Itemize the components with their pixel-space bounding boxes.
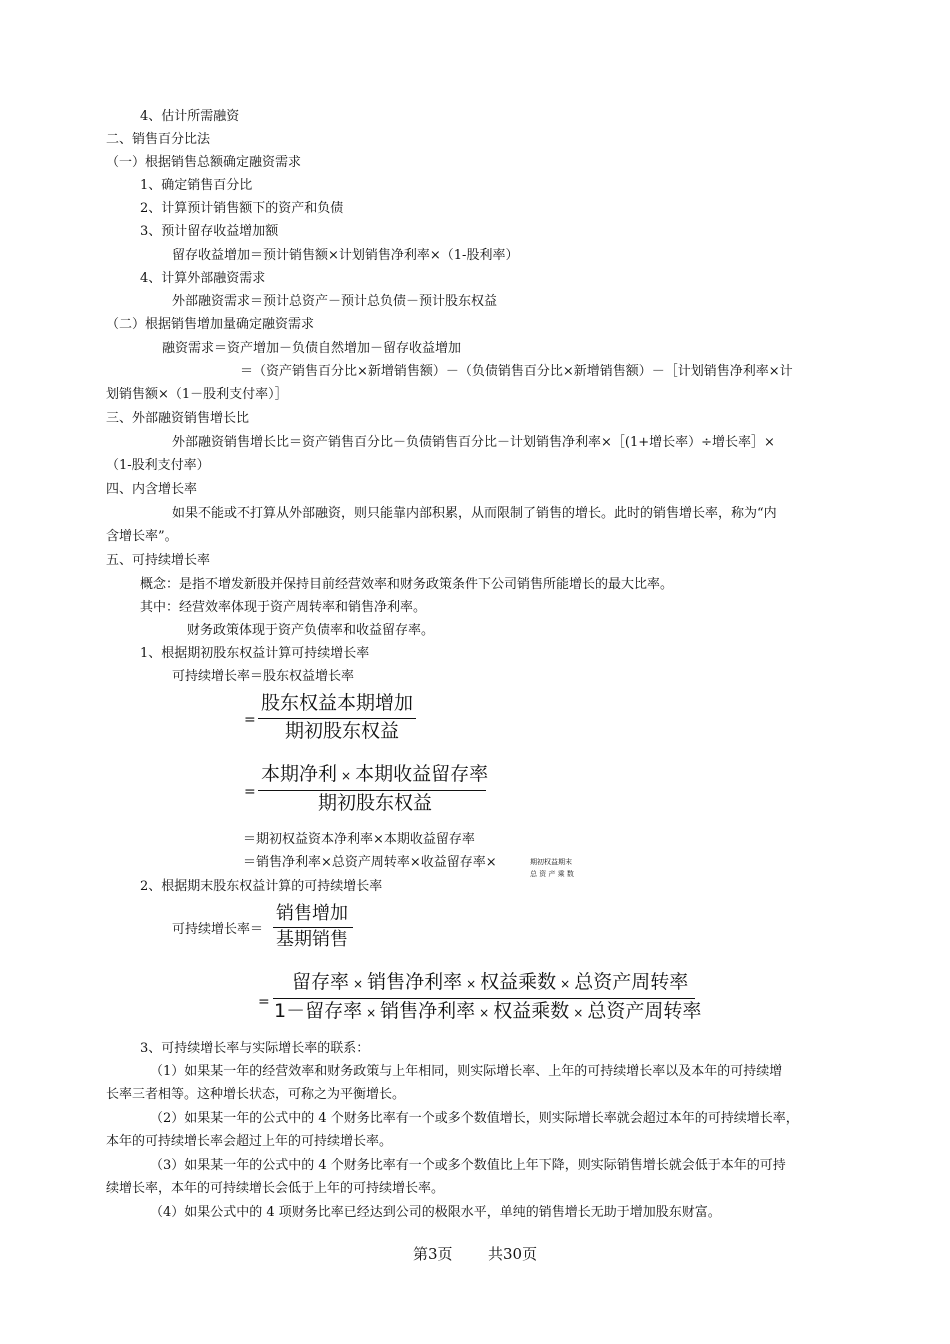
formula-financing-expanded-cont: 划销售额×（1－股利支付率）］: [106, 387, 288, 402]
item-determine-percentage: 1、确定销售百分比: [140, 178, 253, 193]
item-estimate-financing: 4、估计所需融资: [140, 109, 240, 124]
paragraph-2-line1: （2）如果某一年的公式中的 4 个财务比率有一个或多个数值增长，则实际增长率就会超过本年的可持续增长率，: [150, 1111, 799, 1126]
heading-sustainable-growth: 五、可持续增长率: [106, 553, 211, 568]
fraction2-denominator: 期初股东权益: [318, 792, 433, 814]
small-label-bottom: 总 资 产 乘 数: [530, 870, 574, 878]
fraction2-numerator: 本期净利 × 本期收益留存率: [261, 763, 489, 785]
item-ending-equity: 2、根据期末股东权益计算的可持续增长率: [140, 879, 383, 894]
fraction4-denominator: 基期销售: [276, 929, 348, 950]
paragraph-4: （4）如果公式中的 4 项财务比率已经达到公司的极限水平，单纯的销售增长无助于增加股东财富。: [150, 1205, 721, 1220]
paragraph-3-line2: 续增长率，本年的可持续增长会低于上年的可持续增长率。: [106, 1181, 445, 1196]
fraction1-equals: =: [244, 712, 256, 728]
heading-sales-percentage: 二、销售百分比法: [106, 132, 211, 147]
heading-internal-growth: 四、内含增长率: [106, 482, 198, 497]
formula-external-financing: 外部融资需求＝预计总资产－预计总负债－预计股东权益: [172, 294, 498, 309]
fraction5-denominator: 1－留存率 × 销售净利率 × 权益乘数 × 总资产周转率: [274, 1000, 702, 1022]
formula-financing-need: 融资需求＝资产增加－负债自然增加－留存收益增加: [162, 341, 462, 356]
heading-external-growth-ratio: 三、外部融资销售增长比: [106, 411, 250, 426]
item-beginning-equity: 1、根据期初股东权益计算可持续增长率: [140, 646, 370, 661]
definition-concept: 概念：是指不增发新股并保持目前经营效率和财务政策条件下公司销售所能增长的最大比率。: [140, 577, 674, 592]
fraction2-bar: [258, 790, 486, 791]
subheading-sales-increase: （二）根据销售增加量确定融资需求: [106, 317, 315, 332]
fraction4-bar: [273, 927, 353, 928]
formula-retained-earnings: 留存收益增加＝预计销售额×计划销售净利率×（1-股利率）: [172, 248, 519, 263]
fraction2-equals: =: [244, 784, 256, 800]
item-assets-liabilities: 2、计算预计销售额下的资产和负债: [140, 201, 344, 216]
fraction5-numerator: 留存率 × 销售净利率 × 权益乘数 × 总资产周转率: [292, 971, 689, 993]
definition-operating-efficiency: 其中：经营效率体现于资产周转率和销售净利率。: [140, 600, 427, 615]
definition-financial-policy: 财务政策体现于资产负债率和收益留存率。: [187, 623, 435, 638]
fraction5-equals: =: [258, 994, 270, 1010]
paragraph-internal-growth: 如果不能或不打算从外部融资，则只能靠内部积累，从而限制了销售的增长。此时的销售增长率，称为“内: [172, 506, 777, 521]
page-total: 共30页: [488, 1245, 538, 1263]
formula-sgr-label: 可持续增长率＝: [172, 922, 264, 937]
paragraph-internal-growth-cont: 含增长率”。: [106, 529, 178, 544]
formula-roe-retention: ＝期初权益资本净利率×本期收益留存率: [243, 832, 475, 847]
formula-sgr-equity-growth: 可持续增长率＝股东权益增长率: [172, 669, 355, 684]
fraction5-bar: [273, 998, 695, 999]
fraction1-numerator: 股东权益本期增加: [261, 692, 414, 714]
fraction4-numerator: 销售增加: [276, 903, 348, 924]
paragraph-1-line1: （1）如果某一年的经营效率和财务政策与上年相同，则实际增长率、上年的可持续增长率以及本年的可持续增: [150, 1064, 783, 1079]
fraction1-denominator: 期初股东权益: [285, 720, 400, 742]
subheading-total-sales: （一）根据销售总额确定融资需求: [106, 155, 302, 170]
formula-financing-expanded: ＝（资产销售百分比×新增销售额）－（负债销售百分比×新增销售额）－［计划销售净利率×计: [240, 364, 793, 379]
formula-external-growth-ratio: 外部融资销售增长比＝资产销售百分比－负债销售百分比－计划销售净利率×［(1+增长率）÷增长率］×: [172, 435, 775, 450]
formula-four-ratios: ＝销售净利率×总资产周转率×收益留存率×: [243, 855, 497, 870]
paragraph-3-line1: （3）如果某一年的公式中的 4 个财务比率有一个或多个数值比上年下降，则实际销售增长就会低于本年的可持: [150, 1158, 786, 1173]
page-number: 第3页: [413, 1245, 453, 1263]
item-external-financing: 4、计算外部融资需求: [140, 271, 266, 286]
fraction1-bar: [258, 718, 416, 719]
formula-external-growth-ratio-cont: （1-股利支付率）: [106, 458, 210, 473]
paragraph-2-line2: 本年的可持续增长率会超过上年的可持续增长率。: [106, 1134, 393, 1149]
item-retained-earnings: 3、预计留存收益增加额: [140, 224, 279, 239]
small-label-top: 期初权益期末: [530, 858, 572, 866]
item-relationship: 3、可持续增长率与实际增长率的联系：: [140, 1041, 370, 1056]
paragraph-1-line2: 长率三者相等。这种增长状态，可称之为平衡增长。: [106, 1087, 406, 1102]
